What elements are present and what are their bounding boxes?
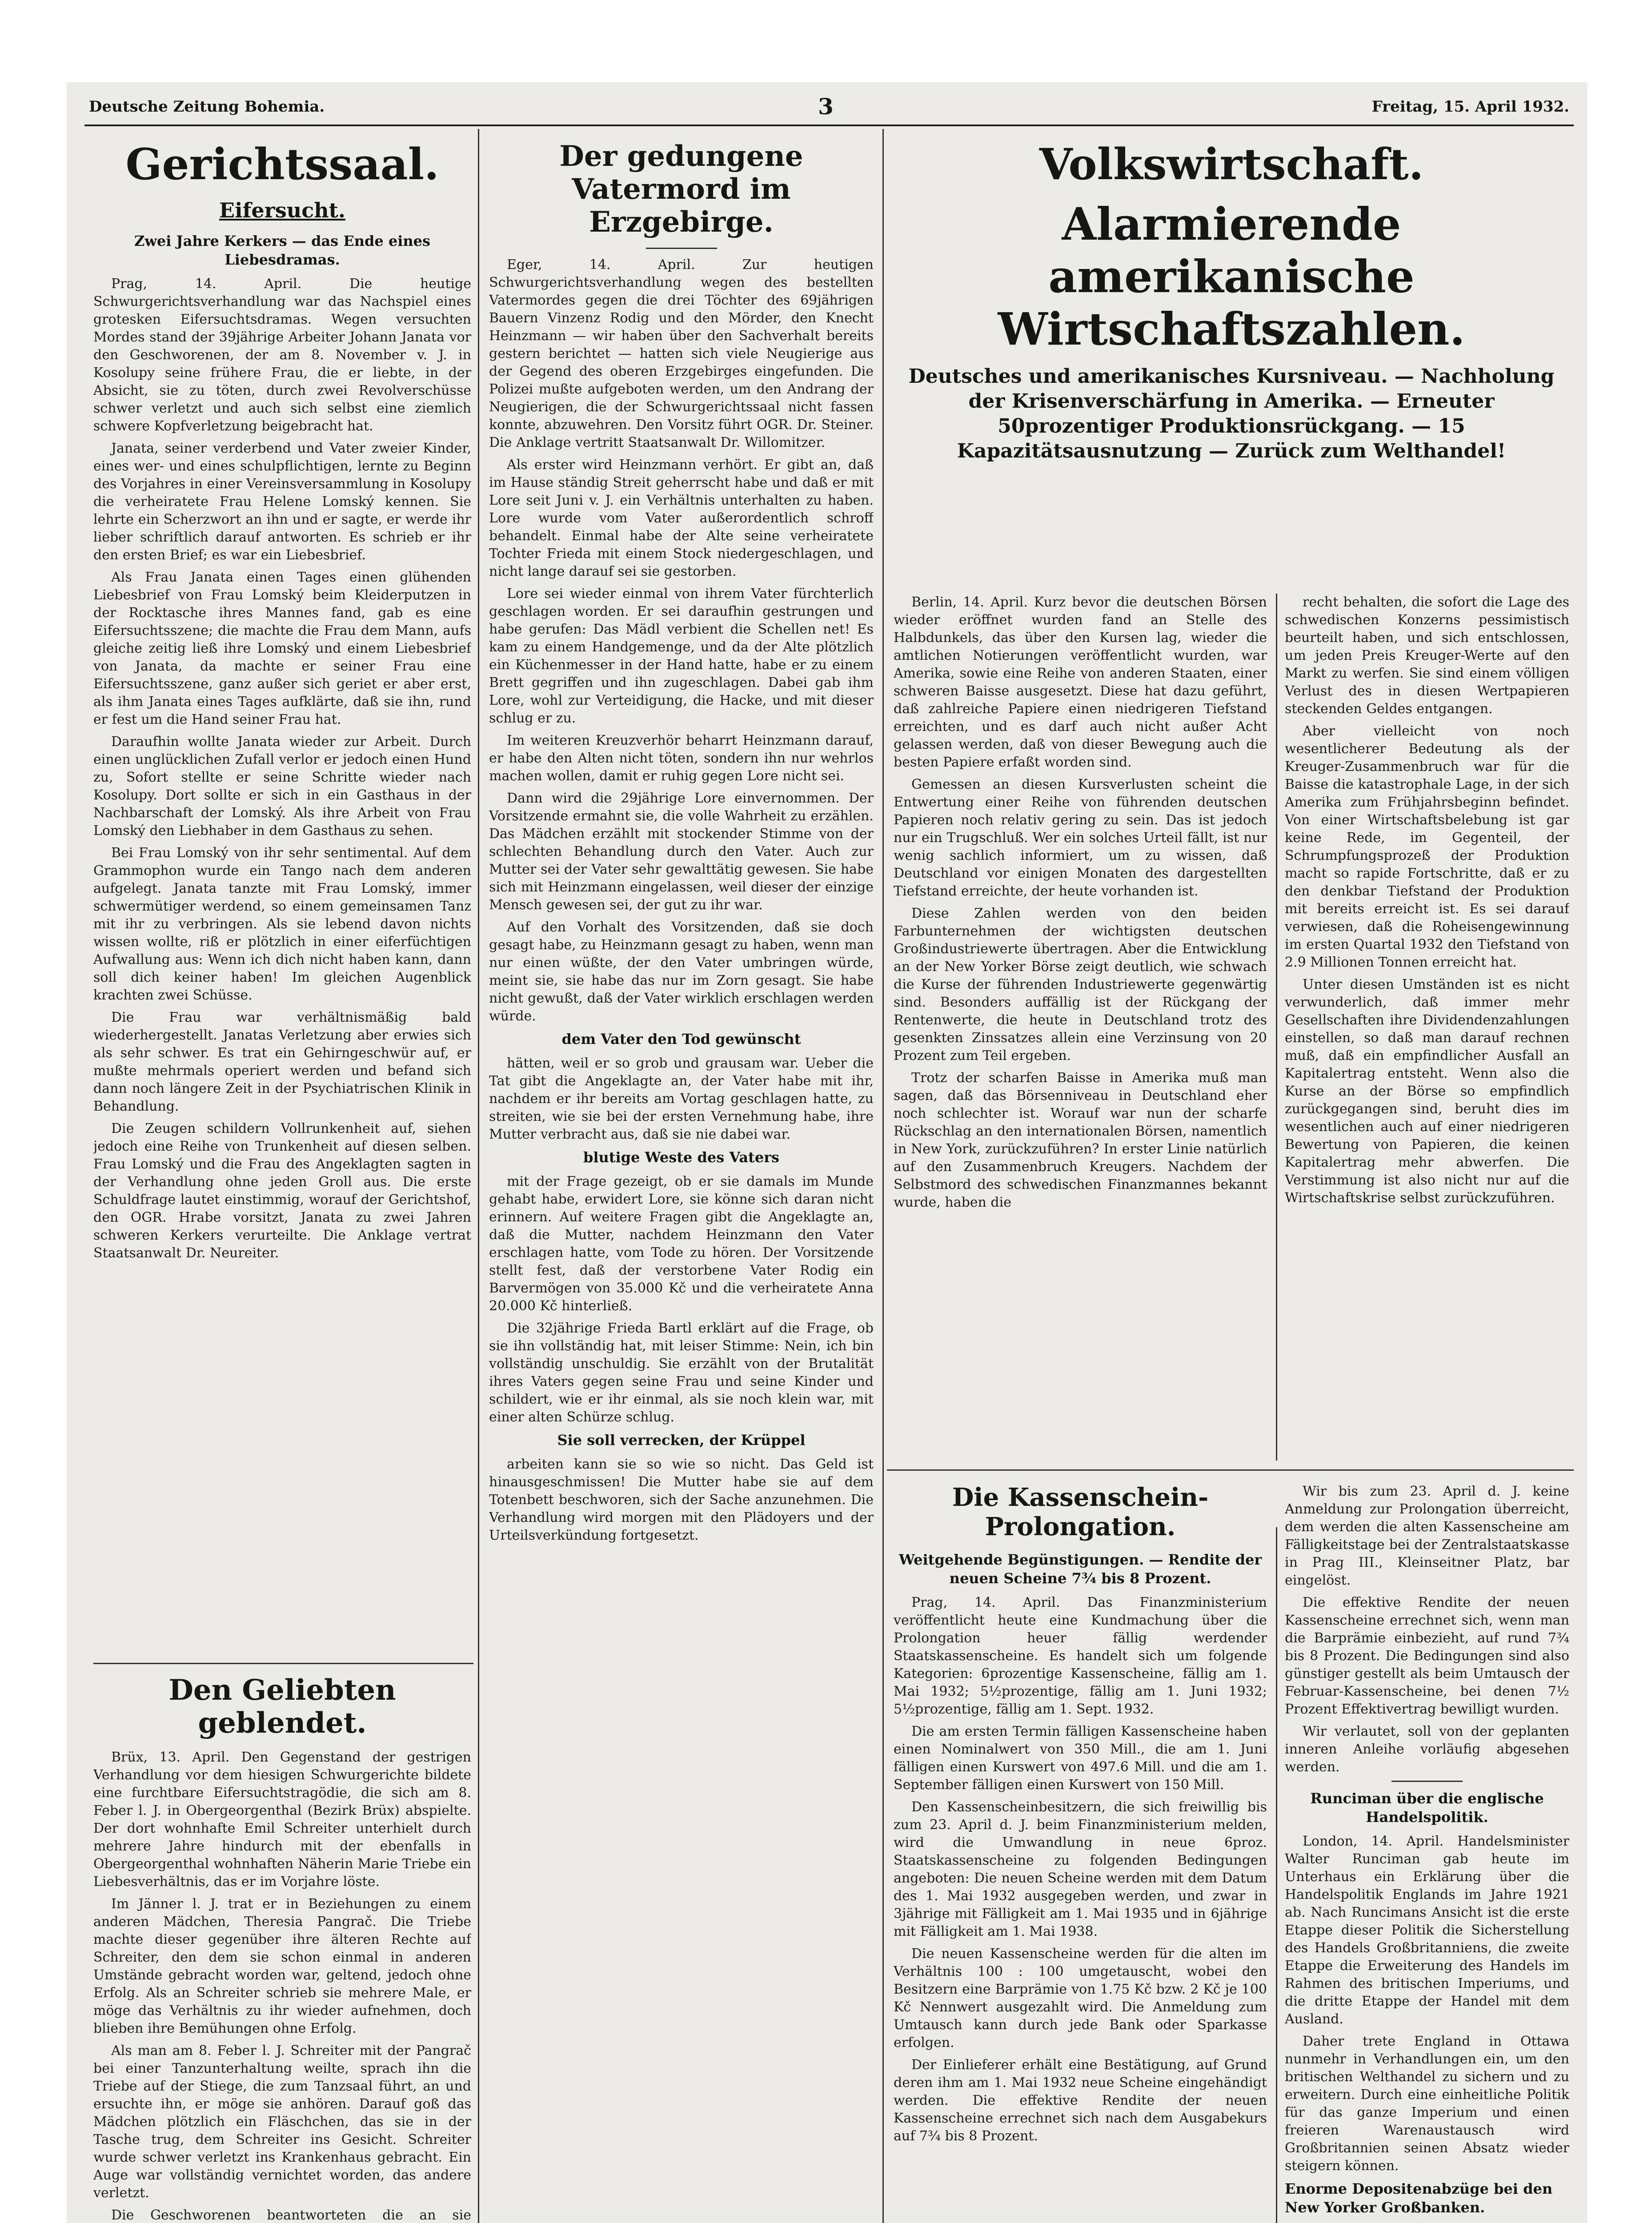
article-paragraph: Die Frau war verhältnismäßig bald wiederhergestellt. Janatas Verletzung aber erwies sich als sehr schwer. Es trat ein Gehirngeschwür auf, er mußte mehrmals operiert werden und befand sich dann noch längere Zeit in der Psychiatrischen Klinik in Behandlung.: [93, 1010, 471, 1114]
inline-subhead: Sie soll verrecken, der Krüppel: [557, 1432, 806, 1449]
story-subhead: Weitgehende Begünstigungen. — Rendite der neuen Scheine 7¾ bis 8 Prozent.: [898, 1551, 1262, 1587]
article-paragraph: Die am ersten Termin fälligen Kassenscheine haben einen Nominalwert von 350 Mill., die am 1. Juni fälligen einen Kurswert von 497.6 Mill. und die am 1. September fälligen einen Kurswert von 150 Mill.: [894, 1724, 1267, 1793]
headline-wirtschaftszahlen: Alarmierende amerikanische Wirtschaftszahlen.: [998, 198, 1465, 355]
article-paragraph: Berlin, 14. April. Kurz bevor die deutschen Börsen wieder eröffnet wurden fand an Stelle des Halbdunkels, das über den Kursen lag, wieder die amtlichen Notierungen veröffentlicht wurden, war Amerika, sowie eine Reihe von anderen Staaten, einer schweren Baisse ausgesetzt. Diese hat dazu geführt, daß zahlreiche Papiere einen niedrigeren Tiefstand erreichten, und es darf auch nicht außer Acht gelassen werden, daß von dieser Bewegung auch die besten Papiere erfaßt worden sind.: [894, 594, 1267, 770]
page-number: 3: [818, 93, 834, 120]
paper-name: Deutsche Zeitung Bohemia.: [89, 98, 325, 116]
section-rule: [1391, 1781, 1463, 1782]
volkswirtschaft-left: [894, 594, 1267, 1465]
article-paragraph: Die effektive Rendite der neuen Kassenscheine errechnet sich, wenn man die Barprämie einbezieht, auf rund 7¾ bis 8 Prozent. Die Bedingungen sind also günstiger gestellt als beim Umtausch der Februar-Kassenscheine, bei denen 7½ Prozent Effektivertrag bewilligt wurden.: [1285, 1595, 1569, 1717]
article-paragraph: mit der Frage gezeigt, ob er sie damals im Munde gehabt habe, erwidert Lore, sie könne sich daran nicht erinnern. Auf weitere Fragen gibt die Angeklagte an, daß die Mutter, nachdem Heinzmann den Vater erschlagen hatte, vom Tode zu hören. Der Vorsitzende stellt fest, daß der verstorbene Vater Rodig ein Barvermögen von 35.000 Kč und die verheiratete Anna 20.000 Kč hinterließ.: [489, 1174, 874, 1314]
inline-subhead: dem Vater den Tod gewünscht: [561, 1031, 801, 1047]
newspaper-page: [67, 82, 1587, 2223]
article-paragraph: Unter diesen Umständen ist es nicht verwunderlich, daß immer mehr Gesellschaften ihre Dividendenzahlungen einstellen, so daß man darauf rechnen muß, daß ein empfindlicher Ausfall an Kapitalertrag entsteht. Wenn also die Kurse an der Börse so empfindlich zurückgegangen sind, beruht dies im wesentlichen auch auf einer niedrigeren Bewertung von Papieren, die keinen Kapitalertrag mehr abwerfen. Die Verstimmung ist also nicht nur auf die Wirtschaftskrise selbst zurückzuführen.: [1285, 977, 1569, 1206]
column-four-bottom: [1285, 1483, 1569, 2223]
header-rule: [84, 124, 1574, 126]
article-paragraph: Prag, 14. April. Das Finanzministerium veröffentlicht heute eine Kundmachung über die Prolongation heuer fällig werdender Staatskassenscheine. Es handelt sich um folgende Kategorien: 6prozentige Kassenscheine, fällig am 1. Mai 1932; 5½prozentige, fällig am 1. Juni 1932; 5½prozentige, fällig am 1. Sept. 1932.: [894, 1595, 1267, 1717]
article-paragraph: Bei Frau Lomský von ihr sehr sentimental. Auf dem Grammophon wurde ein Tango nach dem anderen aufgelegt. Janata tanzte mit Frau Lomský, immer schwermütiger werdend, so einem gemeinsamen Tanz mit ihr zu verbringen. Als sie lebend davon nichts wissen wollte, riß er plötzlich in einer eiferfüchtigen Aufwallung aus: Wenn ich dich nicht haben kann, dann soll dich keiner haben! Im gleichen Augenblick krachten zwei Schüsse.: [93, 845, 471, 1003]
article-paragraph: Die 32jährige Frieda Bartl erklärt auf die Frage, ob sie ihn vollständig hat, mit leiser Stimme: Nein, ich bin vollständig unschuldig. Sie erzählt von der Brutalität ihres Vaters gegen seine Frau und seine Kinder und schildert, wie er ihr einmal, als sie noch klein war, mit einer alten Schürze schlug.: [489, 1320, 874, 1425]
geliebten-column: [93, 1674, 471, 2223]
article-paragraph: recht behalten, die sofort die Lage des schwedischen Konzerns pessimistisch beurteilt haben, und sich entschlossen, um jeden Preis Kreuger-Werte auf den Markt zu werfen. Sie sind einem völligen Verlust des in diesen Wertpapieren steckenden Geldes entgangen.: [1285, 594, 1569, 717]
page-header: [89, 93, 1569, 120]
column-divider: [478, 129, 479, 2223]
article-paragraph: Die Geschworenen beantworteten die an sie: [111, 2207, 471, 2223]
inline-subhead: blutige Weste des Vaters: [583, 1149, 780, 1166]
article-paragraph: Gemessen an diesen Kursverlusten scheint die Entwertung einer Reihe von führenden deutschen Papieren noch relativ gering zu sein. Das ist jedoch nur ein Trugschluß. Wer ein solches Urteil fällt, ist nur wenig sachlich informiert, um zu wissen, daß Deutschland vor einigen Monaten des dargestellten Tiefstand erreichte, der heute vorhanden ist.: [894, 777, 1267, 899]
section-title-gerichtssaal: Gerichtssaal.: [125, 140, 439, 189]
article-paragraph: Brüx, 13. April. Den Gegenstand der gestrigen Verhandlung vor dem hiesigen Schwurgerichte bildete eine furchtbare Eifersuchtstragödie, die sich am 8. Feber l. J. in Obergeorgenthal (Bezirk Brüx) abspielte. Der dort wohnhafte Emil Schreiter unterhielt durch mehrere Jahre hindurch mit der ebenfalls in Obergeorgenthal wohnhaften Näherin Marie Triebe ein Liebesverhältnis, das er im Vorjahre löste.: [93, 1750, 471, 1890]
article-paragraph: Wir bis zum 23. April d. J. keine Anmeldung zur Prolongation überreicht, dem werden die alten Kassenscheine am Fälligkeitstage bei der Zentralstaatskasse in Prag III., Kleinseitner Platz, bar eingelöst.: [1285, 1484, 1569, 1588]
column-divider: [1276, 594, 1277, 1461]
story-subhead: Zwei Jahre Kerkers — das Ende eines Liebesdramas.: [134, 233, 431, 268]
column-divider: [882, 129, 884, 2223]
vatermord-column: [489, 140, 874, 2223]
article-paragraph: Diese Zahlen werden von den beiden Farbunternehmen der wichtigsten deutschen Großindustriewerte übertragen. Aber die Entwicklung an der New Yorker Börse zeigt deutlich, wie schwach die Kurse der führenden Industriewerte gegenwärtig sind. Besonders auffällig ist der Rückgang der Rentenwerte, die heute in Deutschland trotz des gesenkten Zinssatzes allein eine Verzinsung von 20 Prozent zum Teil ergeben.: [894, 906, 1267, 1063]
article-paragraph: Der Einlieferer erhält eine Bestätigung, auf Grund deren ihm am 1. Mai 1932 neue Scheine eingehändigt werden. Die effektive Rendite der neuen Kassenscheine errechnet sich nach dem Ausgabekurs auf 7¾ bis 8 Prozent.: [894, 2057, 1267, 2144]
volkswirtschaft-right: [1285, 594, 1569, 1465]
article-paragraph: Lore sei wieder einmal von ihrem Vater fürchterlich geschlagen worden. Er sei daraufhin gestrungen und habe gerufen: Das Mädl verbient die Schellen net! Es kam zu einem Handgemenge, und da der Alte plötzlich ein Küchenmesser in der Hand hatte, habe er zu einem Brett gegriffen und ihn zugeschlagen. Dabei gab ihm Lore, wohl zur Verteidigung, die Hacke, und mit dieser schlug er zu.: [489, 586, 874, 726]
story-title-depositen: Enorme Depositenabzüge bei den New Yorker Großbanken.: [1285, 2180, 1553, 2216]
article-paragraph: Im weiteren Kreuzverhör beharrt Heinzmann darauf, er habe den Alten nicht töten, sondern ihn nur wehrlos machen wollen, damit er ruhig gegen Lore nicht sei.: [489, 733, 874, 784]
article-paragraph: Trotz der scharfen Baisse in Amerika muß man sagen, daß das Börsenniveau in Deutschland eher noch schlechter ist. Worauf war nun der scharfe Rückschlag an den internationalen Börsen, namentlich in New York, zurückzuführen? In erster Linie natürlich auf den Zusammenbruch Kreugers. Nachdem der Selbstmord des schwedischen Finanzmannes bekannt wurde, haben die: [894, 1070, 1267, 1210]
article-paragraph: Als Frau Janata einen Tages einen glühenden Liebesbrief von Frau Lomský beim Kleiderputzen in der Rocktasche ihres Mannes fand, gab es eine Eifersuchtsszene; die machte die Frau dem Mann, aufs gleiche zeitig ließ ihre Lomský und einem Liebesbrief von Janata, da machte er seiner Frau eine Eifersuchtsszene, ganz außer sich geriet er aber erst, als ihm Janata eines Tages aufklärte, daß sie ihn, rund er fest um die Hand seiner Frau hat.: [93, 570, 471, 727]
gerichtssaal-column: [93, 140, 471, 1656]
column-divider: [1276, 1527, 1277, 2223]
article-paragraph: arbeiten kann sie so wie so nicht. Das Geld ist hinausgeschmissen! Die Mutter habe sie auf dem Totenbett beschworen, sich der Sache anzunehmen. Die Verhandlung wird morgen mit den Plädoyers und der Urteilsverkündung fortgesetzt.: [489, 1457, 874, 1543]
story-title-handelspolitik: Runciman über die englische Handelspolitik.: [1310, 1790, 1544, 1826]
story-title-vatermord: Der gedungene Vatermord im Erzgebirge.: [559, 140, 803, 239]
issue-date: Freitag, 15. April 1932.: [1371, 98, 1569, 116]
article-paragraph: London, 14. April. Handelsminister Walter Runciman gab heute im Unterhaus ein Erklärung über die Handelspolitik Englands im Jahre 1921 ab. Nach Runcimans Ansicht ist die erste Etappe dieser Politik die Sicherstellung des Handels Großbritanniens, die zweite Etappe die Erweiterung des Handels im Rahmen des britischen Imperiums, und die dritte Etappe der Handel mit dem Ausland.: [1285, 1834, 1569, 2027]
article-paragraph: Die Zeugen schildern Vollrunkenheit auf, siehen jedoch eine Reihe von Trunkenheit auf diesen selben. Frau Lomský und die Frau des Angeklagten sagten in der Verhandlung ohne jeden Groll aus. Die erste Schuldfrage lautet einstimmig, worauf der Gerichtshof, den OGR. Hrabe vorsitzt, Janata zu zwei Jahren schweren Kerkers verurteilte. Die Anklage vertrat Staatsanwalt Dr. Neureiter.: [93, 1121, 471, 1261]
article-paragraph: hätten, weil er so grob und grausam war. Ueber die Tat gibt die Angeklagte an, der Vater habe mit ihr, nachdem er ihr bereits am Vortag geschlagen hatte, zu streiten, wie sie bei der ersten Vernehmung habe, ihre Mutter verbracht aus, daß sie nie dabei war.: [489, 1055, 874, 1142]
article-paragraph: Daraufhin wollte Janata wieder zur Arbeit. Durch einen unglücklichen Zufall verlor er jedoch einen Hund zu, Sofort stellte er seine Schritte wieder nach Kosolupy. Dort sollte er sich in ein Gasthaus in der Nachbarschaft der Lomský. Als ihre Arbeit von Frau Lomský den Liebhaber in dem Gasthaus zu sehen.: [93, 734, 471, 839]
article-paragraph: Als erster wird Heinzmann verhört. Er gibt an, daß im Hause ständig Streit geherrscht habe und daß er mit Lore seit Juni v. J. ein Verhältnis unterhalten zu haben. Lore wurde vom Vater außerordentlich schroff behandelt. Einmal habe der Alte seine verheiratete Tochter Frieda mit einem Stock niedergeschlagen, und nicht lange darauf sei sie gestorben.: [489, 457, 874, 579]
article-paragraph: Im Jänner l. J. trat er in Beziehungen zu einem anderen Mädchen, Theresia Pangrač. Die Triebe machte dieser gegenüber ihre älteren Rechte auf Schreiter, den dem sie schon einmal in anderen Umstände gebracht worden war, geltend, jedoch ohne Erfolg. Als an Schreiter schrieb sie mehrere Male, er möge das Verhältnis zu ihr wieder aufnehmen, doch blieben ihre Bemühungen ohne Erfolg.: [93, 1896, 471, 2036]
article-paragraph: Eger, 14. April. Zur heutigen Schwurgerichtsverhandlung wegen des bestellten Vatermordes gegen die drei Töchter des 69jährigen Bauern Vinzenz Rodig und den Mörder, den Knecht Heinzmann — wir haben über den Sachverhalt bereits gestern berichtet — hatten sich viele Neugierige aus der Gegend des oberen Erzgebirges eingefunden. Die Polizei mußte aufgeboten werden, um den Andrang der Neugierigen, die der Schwurgerichtssaal nicht fassen konnte, abzuwehren. Den Vorsitz führt OGR. Dr. Steiner. Die Anklage vertritt Staatsanwalt Dr. Willomitzer.: [489, 257, 874, 450]
title-rule: [646, 248, 717, 249]
section-title-volkswirtschaft: Volkswirtschaft.: [1039, 140, 1424, 189]
headline-lede: Deutsches und amerikanisches Kursniveau. — Nachholung der Krisenverschärfung in Amerika. — Erneuter 50prozentiger Produktionsrückgang. — 15 Kapazitätsausnutzung — Zurück zum Welthandel!: [908, 365, 1555, 462]
volkswirtschaft-header: [894, 140, 1569, 589]
article-paragraph: Daher trete England in Ottawa nunmehr in Verhandlungen ein, um den britischen Welthandel zu sichern und zu erweitern. Durch eine einheitliche Politik für das ganze Imperium und einen freieren Warenaustausch wird Großbritannien seinen Absatz wieder steigern können.: [1285, 2034, 1569, 2174]
story-title-eifersucht: Eifersucht.: [219, 198, 345, 222]
article-paragraph: Aber vielleicht von noch wesentlicherer Bedeutung als der Kreuger-Zusammenbruch war für die Baisse die katastrophale Lage, in der sich Amerika zum Frühjahrsbeginn befindet. Von einer Wirtschaftsbelebung ist gar keine Rede, im Gegenteil, der Schrumpfungsprozeß der Produktion macht so rapide Fortschritte, daß er zu den denkbar Tiefstand der Produktion mit bereits erreicht ist. Es sei darauf verwiesen, daß die Roheisengewinnung im ersten Quartal 1932 den Tiefstand von 2.9 Millionen Tonnen erreicht hat.: [1285, 723, 1569, 970]
kassenschein-column: [894, 1483, 1267, 2223]
story-title-geliebten: Den Geliebten geblendet.: [168, 1674, 396, 1740]
article-paragraph: Prag, 14. April. Die heutige Schwurgerichtsverhandlung war das Nachspiel eines grotesken Eifersuchtsdramas. Wegen versuchten Mordes stand der 39jährige Arbeiter Johann Janata vor den Geschworenen, der am 8. November v. J. in Kosolupy seine frühere Frau, die er liebte, in der Absicht, sie zu töten, durch zwei Revolverschüsse schwer verletzt und auch sich selbst eine ziemlich schwere Kopfverletzung beigebracht hat.: [93, 276, 471, 434]
article-paragraph: Wir verlautet, soll von der geplanten inneren Anleihe vorläufig abgesehen werden.: [1285, 1724, 1569, 1775]
section-divider: [93, 1663, 473, 1664]
story-title-kassenschein: Die Kassenschein-Prolongation.: [952, 1483, 1209, 1541]
article-paragraph: Dann wird die 29jährige Lore einvernommen. Der Vorsitzende ermahnt sie, die volle Wahrheit zu erzählen. Das Mädchen erzählt mit stockender Stimme von der schlechten Behandlung durch den Vater. Auch zur Mutter sei der Vater sehr gewalttätig gewesen. Sie habe sich mit Heinzmann eingelassen, weil dieser der einzige Mensch gewesen sei, der gut zu ihr war.: [489, 790, 874, 913]
article-paragraph: Auf den Vorhalt des Vorsitzenden, daß sie doch gesagt habe, zu Heinzmann gesagt zu haben, wenn man nur einen wüßte, der den Vater umbringen würde, meint sie, sie habe das nur im Zorn gesagt. Sie habe nicht gewußt, daß der Vater wirklich erschlagen werden würde.: [489, 919, 874, 1024]
article-paragraph: Den Kassenscheinbesitzern, die sich freiwillig bis zum 23. April d. J. beim Finanzministerium melden, wird die Umwandlung in neue 6proz. Staatskassenscheine zu folgenden Bedingungen angeboten: Die neuen Scheine werden mit dem Datum des 1. Mai 1932 ausgegeben werden, und zwar in 3jährige mit Fälligkeit am 1. Mai 1935 und in 6jährige mit Fälligkeit am 1. Mai 1938.: [894, 1799, 1267, 1939]
article-paragraph: Janata, seiner verderbend und Vater zweier Kinder, eines wer- und eines schulpflichtigen, lernte zu Beginn des Vorjahres in einer Vereinsversammlung in Kosolupy die verheiratete Frau Helene Lomský kennen. Sie lehrte ein Scherzwort an ihn und er sagte, er werde ihr lieber schriftlich darauf antworten. Es schrieb er ihr den ersten Brief; es war ein Liebesbrief.: [93, 441, 471, 563]
article-paragraph: Als man am 8. Feber l. J. Schreiter mit der Pangrač bei einer Tanzunterhaltung weilte, sprach ihn die Triebe auf der Stiege, die zum Tanzsaal führt, an und ersuchte ihn, er möge sie anhören. Darauf goß das Mädchen plötzlich ein Fläschchen, das sie in der Tasche trug, dem Schreiter ins Gesicht. Schreiter wurde schwer verletzt ins Krankenhaus gebracht. Ein Auge war vollständig vernichtet worden, das andere verletzt.: [93, 2043, 471, 2201]
section-divider: [887, 1469, 1574, 1471]
article-paragraph: Die neuen Kassenscheine werden für die alten im Verhältnis 100 : 100 umgetauscht, wobei den Besitzern eine Barprämie von 1.75 Kč bzw. 2 Kč je 100 Kč Nennwert ausgezahlt wird. Die Anmeldung zum Umtausch kann durch jede Bank oder Sparkasse erfolgen.: [894, 1946, 1267, 2050]
